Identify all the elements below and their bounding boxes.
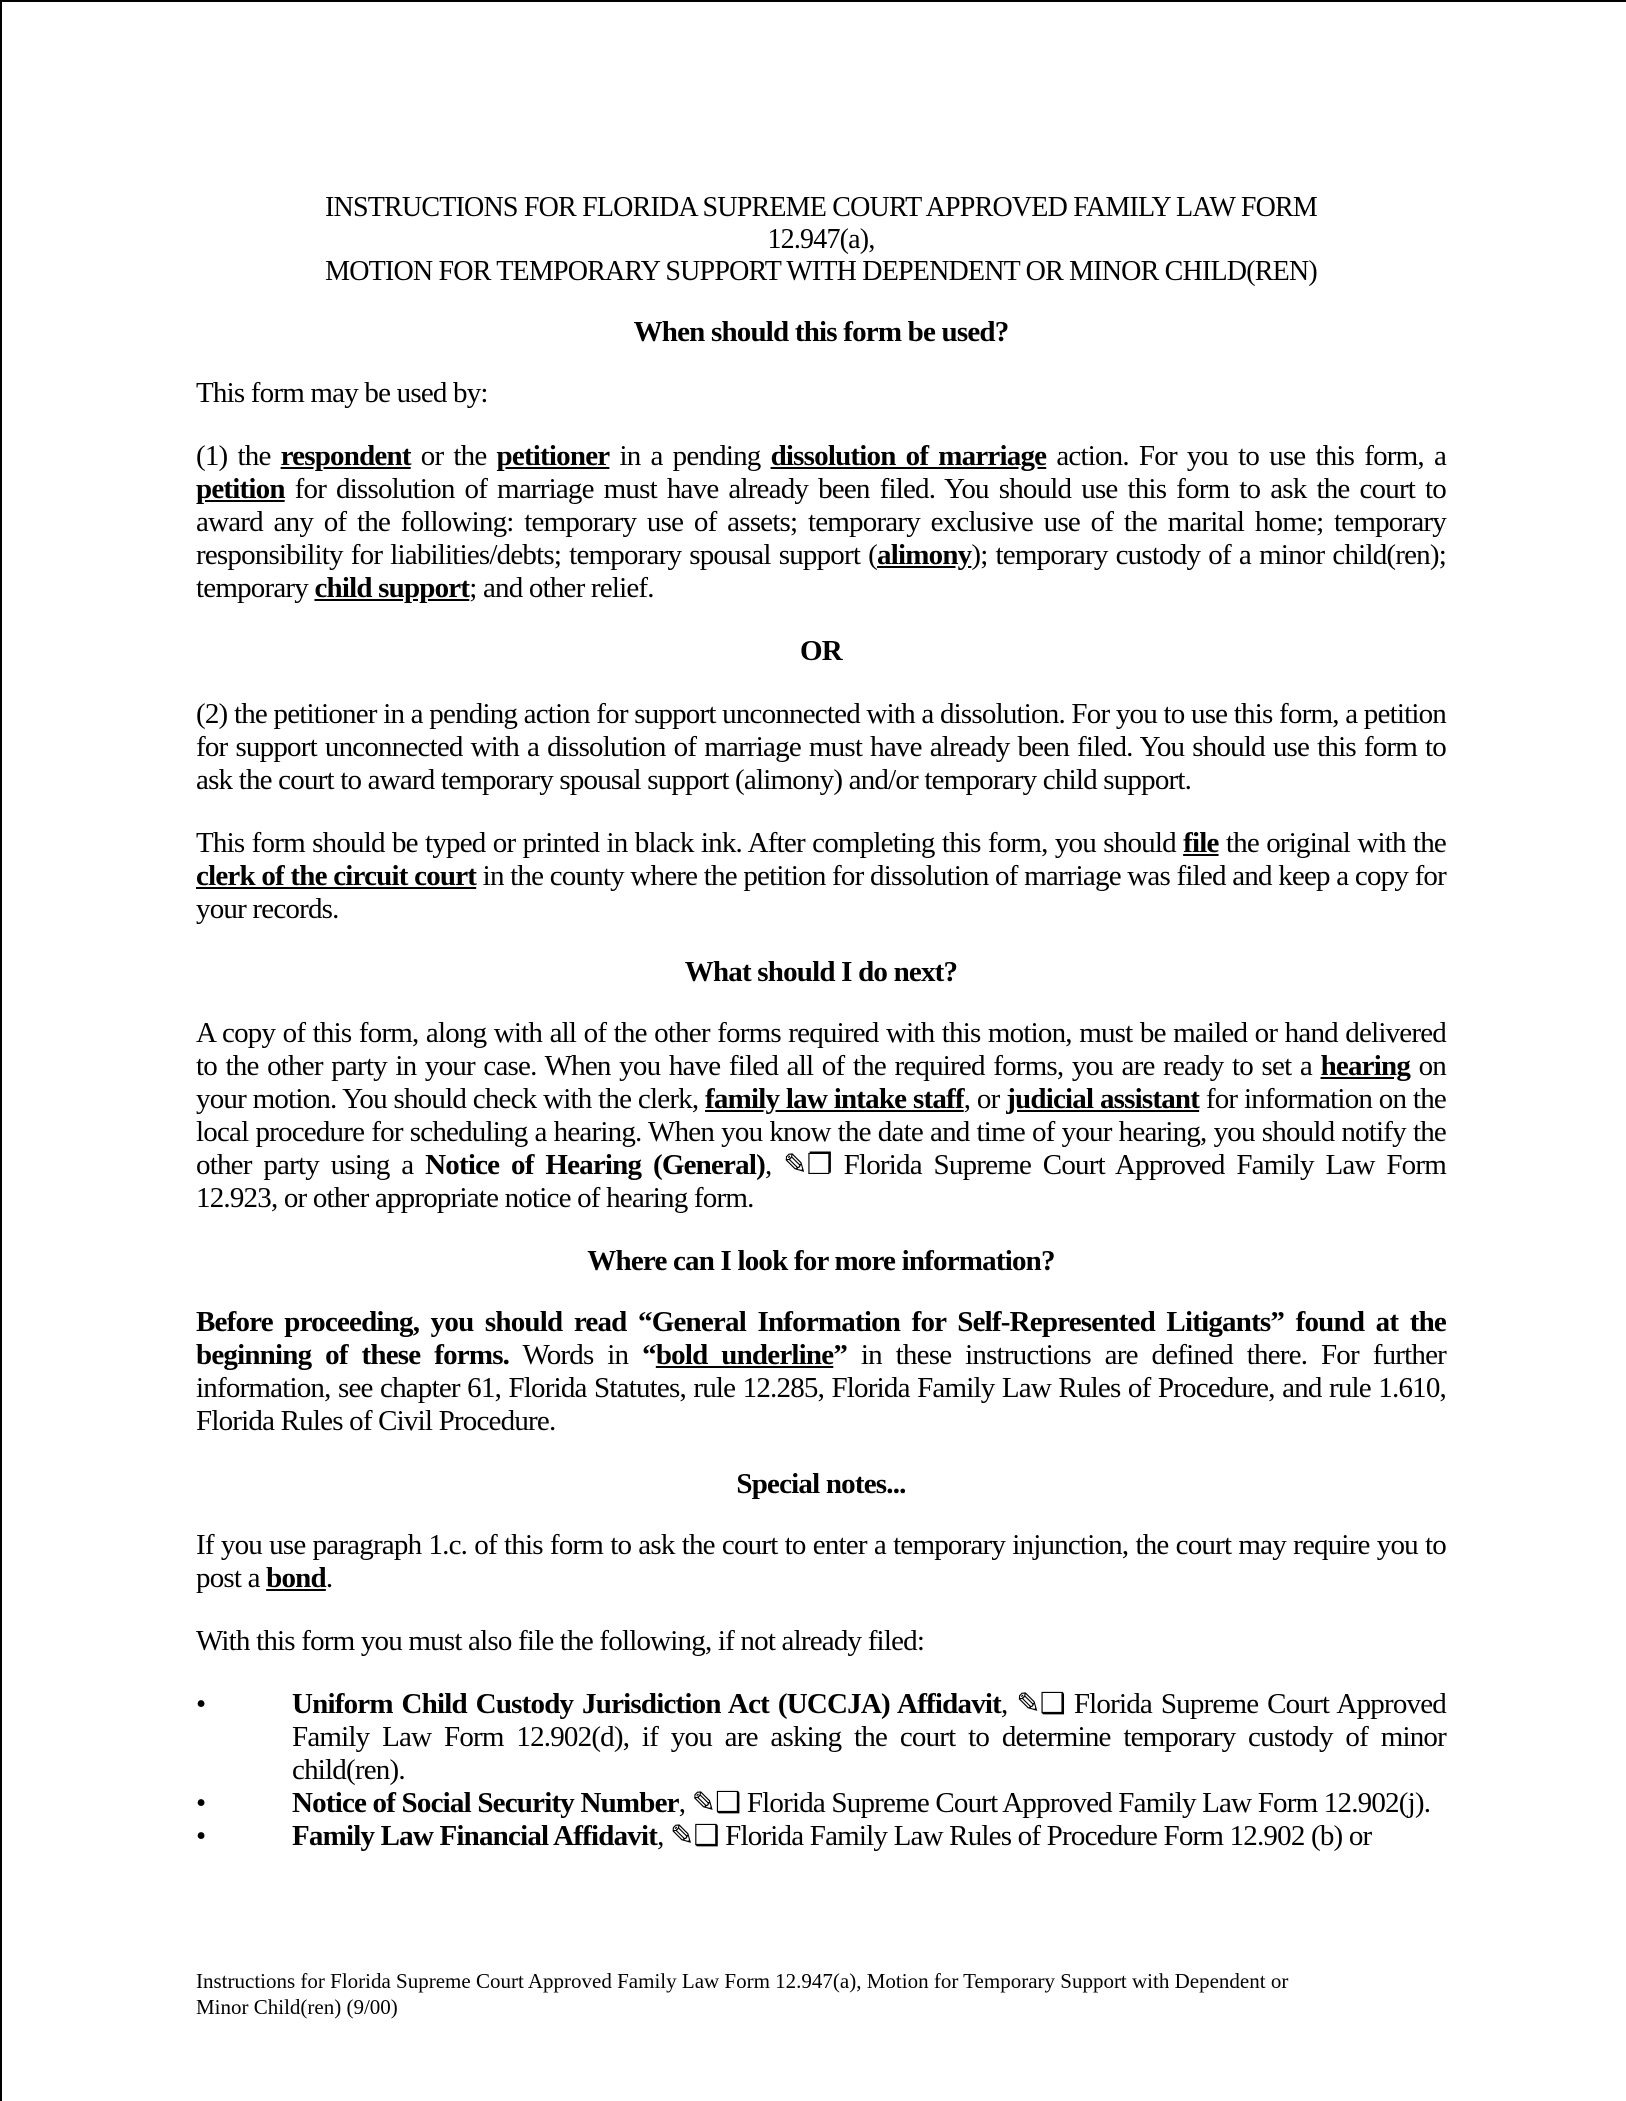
form-name-financial-affidavit: Family Law Financial Affidavit [292,1820,658,1852]
bullet-icon: • [196,1688,206,1720]
page-footer [196,1968,1446,2020]
title-line-1: INSTRUCTIONS FOR FLORIDA SUPREME COURT APPROVED FAMILY LAW FORM [325,192,1317,223]
intro-paragraph: This form may be used by: [196,377,488,409]
list-item: • Notice of Social Security Number, ✎❑ Florida Supreme Court Approved Family Law Form 12.902(j). [196,1787,1431,1819]
form-name-notice-of-ssn: Notice of Social Security Number [292,1787,679,1819]
heading-when-used: When should this form be used? [633,316,1009,348]
list-item: • Family Law Financial Affidavit, ✎❑ Florida Family Law Rules of Procedure Form 12.902 (b) or [196,1820,1372,1852]
term-file: file [1183,827,1219,859]
document-title [196,192,1446,288]
form-name-uccja-affidavit: Uniform Child Custody Jurisdiction Act (UCCJA) Affidavit [292,1688,1002,1720]
heading-what-next: What should I do next? [684,956,958,988]
paragraph-filing: This form should be typed or printed in black ink. After completing this form, you should file the original with the clerk of the circuit court in the county where the petition for dissolution of marriage was filed and keep a copy for your records. [196,827,1447,925]
term-petitioner: petitioner [496,440,610,472]
document-body [196,192,1446,1853]
term-judicial-assistant: judicial assistant [1006,1083,1200,1115]
term-dissolution-of-marriage: dissolution of marriage [770,440,1047,472]
bullet-icon: • [196,1787,206,1819]
paragraph-bond: If you use paragraph 1.c. of this form to ask the court to enter a temporary injunction, the court may require you to post a bond. [196,1529,1446,1594]
read-general-information-note: Before proceeding, you should read “General Information for Self-Represented Litigants” found at the beginning of these forms. [196,1306,1446,1371]
term-bond: bond [266,1562,326,1594]
term-alimony: alimony [877,539,972,571]
title-line-2: 12.947(a), [767,224,875,255]
term-petition: petition [196,473,285,505]
paragraph-use-1: (1) the respondent or the petitioner in a pending dissolution of marriage action. For you to use this form, a petition for dissolution of marriage must have already been filed. You should use this form to ask the court to award any of the following: temporary use of assets; temporary exclusive use of the marital home; temporary responsibility for liabilities/debts; temporary spousal support (alimony); temporary custody of a minor child(ren); temporary child support; and other relief. [196,440,1447,604]
title-line-3: MOTION FOR TEMPORARY SUPPORT WITH DEPENDENT OR MINOR CHILD(REN) [325,256,1317,287]
paragraph-also-file: With this form you must also file the following, if not already filed: [196,1625,925,1657]
bullet-icon: • [196,1820,206,1852]
paragraph-more-information: Before proceeding, you should read “General Information for Self-Represented Litigants” found at the beginning of these forms. Words in “bold underline” in these instructions are defined there. For further information, see chapter 61, Florida Statutes, rule 12.285, Florida Family Law Rules of Procedure, and rule 1.610, Florida Rules of Civil Procedure. [196,1306,1447,1437]
paragraph-next-steps: A copy of this form, along with all of the other forms required with this motion, must be mailed or hand delivered to the other party in your case. When you have filed all of the required forms, you are ready to set a hearing on your motion. You should check with the clerk, family law intake staff, or judicial assistant for information on the local procedure for scheduling a hearing. When you know the date and time of your hearing, you should notify the other party using a Notice of Hearing (General), ✎❐ Florida Supreme Court Approved Family Law Form 12.923, or other appropriate notice of hearing form. [196,1017,1446,1214]
term-child-support: child support [314,572,470,604]
footer-line-1: Instructions for Florida Supreme Court Approved Family Law Form 12.947(a), Motion for Temporary Support with Dependent or [196,1969,1289,1993]
paragraph-use-2: (2) the petitioner in a pending action for support unconnected with a dissolution. For you to use this form, a petition for support unconnected with a dissolution of marriage must have already been filed. You should use this form to ask the court to award temporary spousal support (alimony) and/or temporary child support. [196,698,1446,796]
heading-special-notes: Special notes... [736,1468,906,1500]
heading-more-information: Where can I look for more information? [587,1245,1055,1277]
form-name-notice-of-hearing: Notice of Hearing (General) [425,1149,765,1181]
term-bold-underline: bold underline [655,1339,834,1371]
term-family-law-intake-staff: family law intake staff [705,1083,964,1115]
term-hearing: hearing [1320,1050,1411,1082]
or-separator: OR [800,635,842,667]
list-item: • Uniform Child Custody Jurisdiction Act (UCCJA) Affidavit, ✎❑ Florida Supreme Court Approved Family Law Form 12.902(d), if you are asking the court to determine temporary custody of minor child(ren). [196,1688,1446,1786]
required-forms-list [196,1688,1446,1853]
page-border-left [0,0,2,2101]
term-respondent: respondent [280,440,411,472]
page-border-top [0,0,1626,2]
footer-line-2: Minor Child(ren) (9/00) [196,1995,398,2019]
term-clerk-of-circuit-court: clerk of the circuit court [196,860,477,892]
